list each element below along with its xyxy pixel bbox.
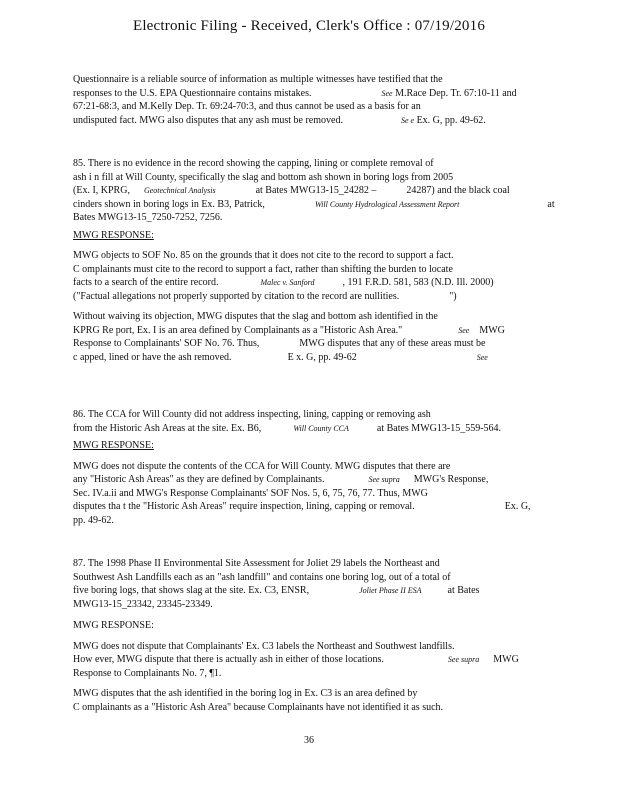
text-span: E x. G, pp. 49-62 — [287, 351, 357, 363]
italic-title: Will County Hydrological Assessment Report — [314, 199, 460, 209]
citation-signal: See supra — [447, 655, 480, 664]
text-span: (Ex. I, KPRG, — [73, 185, 130, 196]
text-span: five boring logs, that shows slag at the site. Ex. C3, ENSR, — [73, 585, 310, 596]
text-line — [73, 473, 565, 487]
response-header — [73, 439, 565, 453]
text-span: MWG disputes that the ash identified in the boring log in Ex. C3 is an area defined by — [73, 688, 418, 699]
text-span: MWG disputes that any of these areas must be — [299, 338, 486, 349]
text-span: disputes tha t the "Historic Ash Areas" require inspection, lining, capping or removal. — [73, 501, 415, 512]
sof-item-86 — [73, 408, 565, 527]
text-span: at Bates MWG13-15_24282 – — [255, 185, 377, 196]
italic-title: Joliet Phase II ESA — [359, 586, 422, 595]
text-line — [73, 337, 565, 351]
text-span: undisputed fact. MWG also disputes that any ash must be removed. — [73, 114, 343, 126]
text-span: Ex. G, — [504, 501, 531, 512]
text-line — [73, 514, 565, 528]
text-line — [73, 184, 565, 198]
response-header-label: MWG RESPONSE: — [73, 440, 154, 451]
text-span: Response to Complainants' SOF No. 76. Thus, — [73, 338, 260, 349]
citation-signal: See supra — [368, 475, 400, 484]
sof-item-85 — [73, 157, 565, 364]
text-span: MWG objects to SOF No. 85 on the grounds that it does not cite to the record to support a fact. — [73, 250, 454, 261]
response-header — [73, 229, 565, 243]
text-span: at — [547, 198, 555, 210]
text-line — [73, 211, 565, 225]
citation-signal: See — [381, 88, 393, 98]
text-span: Questionnaire is a reliable source of information as multiple witnesses have testified that the — [73, 74, 443, 85]
text-span: ("Factual allegations not properly supported by citation to the record are nullities. — [73, 290, 400, 302]
text-span: pp. 49-62. — [73, 514, 114, 526]
text-span: from the Historic Ash Areas at the site. Ex. B6, — [73, 422, 262, 434]
text-line — [73, 584, 565, 598]
response-header — [73, 619, 565, 633]
text-span: Ex. G, pp. 49-62. — [416, 114, 486, 126]
citation-signal: Se e — [400, 115, 415, 125]
filing-header: Electronic Filing - Received, Clerk's Office : 07/19/2016 — [132, 18, 486, 34]
text-span: ") — [449, 290, 457, 302]
citation-signal: See — [458, 325, 470, 335]
text-line — [73, 114, 565, 128]
text-span: C omplainants as a "Historic Ash Area" because Complainants have not identified it as such. — [73, 701, 444, 713]
text-line — [73, 324, 565, 338]
text-line — [73, 198, 565, 212]
text-span: 24287) and the black coal — [406, 185, 510, 196]
text-line — [73, 557, 565, 571]
text-span: 87. The 1998 Phase II Environmental Site Assessment for Joliet 29 labels the Northeast and — [73, 558, 440, 569]
text-span: responses to the U.S. EPA Questionnaire contains mistakes. — [73, 87, 312, 99]
italic-title: Geotechnical Analysis — [143, 186, 216, 195]
text-span: MWG13-15_23342, 23345-23349. — [73, 598, 213, 610]
text-span: M.Race Dep. Tr. 67:10-11 and — [395, 87, 517, 99]
text-span: 67:21-68:3, and M.Kelly Dep. Tr. 69:24-70:3, and thus cannot be used as a basis for an — [73, 101, 421, 112]
text-span: KPRG Re port, Ex. I is an area defined by Complainants as a "Historic Ash Area." — [73, 324, 403, 336]
response-header-label: MWG RESPONSE: — [73, 229, 154, 241]
text-line — [73, 640, 565, 654]
text-span: 86. The CCA for Will County did not address inspecting, lining, capping or removing ash — [73, 409, 431, 420]
text-span: any "Historic Ash Areas" as they are defined by Complainants. — [73, 474, 325, 485]
text-line — [73, 571, 565, 585]
text-span: 85. There is no evidence in the record showing the capping, lining or complete removal of — [73, 158, 434, 169]
text-line — [73, 408, 565, 422]
text-line — [73, 310, 565, 324]
text-span: c apped, lined or have the ash removed. — [73, 351, 232, 363]
text-line — [73, 100, 565, 114]
text-span: at Bates — [447, 585, 480, 596]
text-span: MWG's Response, — [413, 474, 489, 485]
response-header-label: MWG RESPONSE: — [73, 620, 154, 631]
text-line — [73, 667, 565, 681]
text-line — [73, 598, 565, 612]
case-citation: Malec v. Sanford — [260, 278, 315, 287]
text-line — [73, 249, 565, 263]
text-line — [73, 701, 565, 715]
text-span: How ever, MWG dispute that there is actually ash in either of those locations. — [73, 654, 384, 665]
text-line — [73, 263, 565, 277]
text-span: ash i n fill at Will County, specifically the slag and bottom ash shown in boring logs from 2005 — [73, 171, 454, 183]
text-span: C omplainants must cite to the record to support a fact, rather than shifting the burden to locate — [73, 263, 453, 275]
page-number: 36 — [304, 735, 314, 746]
text-span: , 191 F.R.D. 581, 583 (N.D. Ill. 2000) — [342, 277, 494, 288]
text-span: MWG does not dispute the contents of the CCA for Will County. MWG disputes that there are — [73, 460, 451, 472]
citation-signal: See — [476, 352, 488, 362]
continuation-paragraph — [73, 73, 565, 127]
text-span: Southwest Ash Landfills each as an "ash landfill" and contains one boring log, out of a total of — [73, 571, 451, 583]
text-line — [73, 171, 565, 185]
text-line — [73, 351, 565, 365]
text-line — [73, 73, 565, 87]
text-span: MWG — [479, 324, 505, 336]
text-line — [73, 276, 565, 290]
sof-item-87 — [73, 557, 565, 714]
text-line — [73, 687, 565, 701]
text-line — [73, 422, 565, 436]
text-span: at Bates MWG13-15_559-564. — [376, 422, 502, 434]
text-span: MWG does not dispute that Complainants' Ex. C3 labels the Northeast and Southwest landfills. — [73, 640, 455, 652]
text-span: Response to Complainants No. 7, ¶1. — [73, 667, 222, 679]
text-span: MWG — [493, 654, 519, 665]
text-span: facts to a search of the entire record. — [73, 277, 219, 288]
text-line — [73, 487, 565, 501]
text-span: cinders shown in boring logs in Ex. B3, Patrick, — [73, 198, 265, 210]
text-line — [73, 653, 565, 667]
text-line — [73, 290, 565, 304]
italic-title: Will County CCA — [293, 423, 349, 433]
text-span: Sec. IV.a.ii and MWG's Response Complainants' SOF Nos. 5, 6, 75, 76, 77. Thus, MWG — [73, 487, 428, 499]
text-span: Without waiving its objection, MWG disputes that the slag and bottom ash identified in the — [73, 311, 438, 322]
text-line — [73, 460, 565, 474]
text-line — [73, 87, 565, 101]
text-line — [73, 500, 565, 514]
text-span: Bates MWG13-15_7250-7252, 7256. — [73, 212, 223, 223]
text-line — [73, 157, 565, 171]
